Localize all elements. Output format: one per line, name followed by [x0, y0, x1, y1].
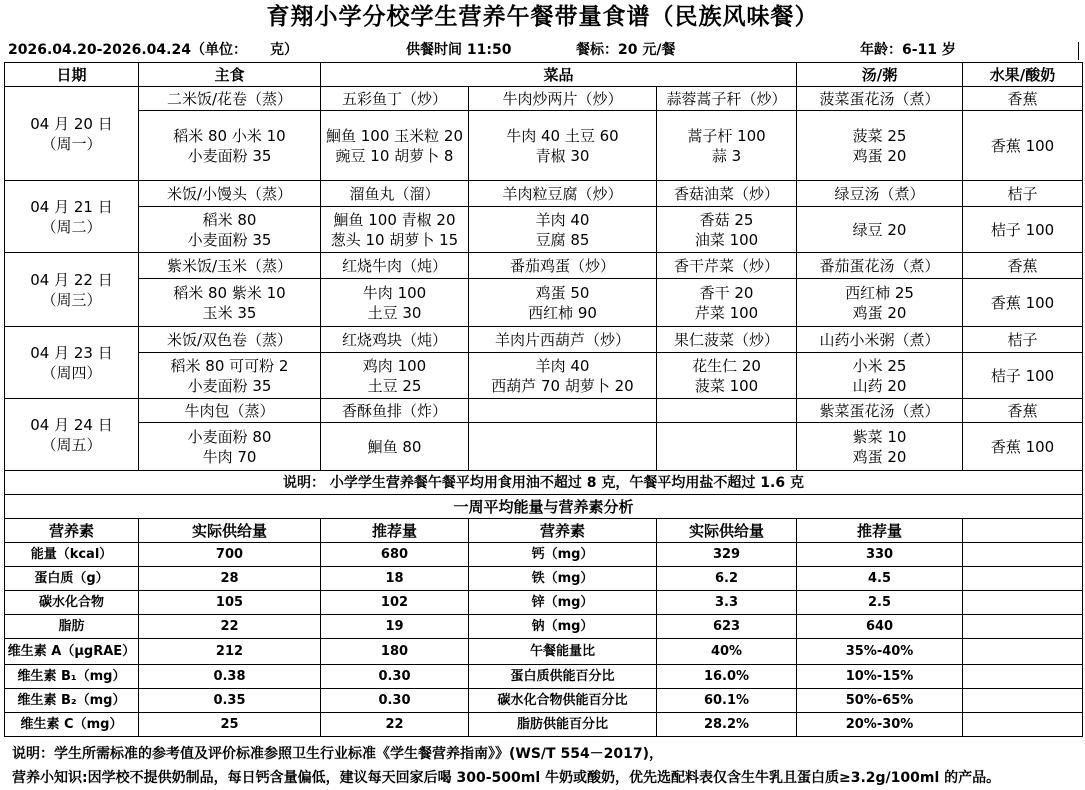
nutrient-cell: 28: [139, 567, 321, 591]
cell-line: 04 月 20 日: [30, 114, 113, 133]
dish-name: 羊肉粒豆腐（炒）: [469, 181, 657, 207]
soup-name: 菠菜蛋花汤（煮）: [797, 87, 963, 111]
nutrient-cell: 16.0%: [657, 665, 797, 689]
cell-line: 玉米 35: [202, 303, 257, 322]
cell-line: 青椒 30: [535, 146, 590, 165]
nutrient-cell: 钠（mg）: [469, 615, 657, 639]
cell-line: 豆腐 85: [535, 230, 590, 249]
nutrient-header: 推荐量: [321, 519, 469, 543]
empty-cell: [963, 591, 1083, 615]
nutrient-cell: 25: [139, 713, 321, 737]
ingredients: [657, 111, 797, 181]
fruit-ingredients: 香蕉 100: [963, 111, 1083, 181]
empty-cell: [963, 519, 1083, 543]
ingredients: [139, 423, 321, 471]
menu-table: [4, 62, 1083, 737]
cell-line: （周五）: [41, 435, 102, 454]
dish-name: 溜鱼丸（溜）: [321, 181, 469, 207]
cell-line: 蒿子杆 100: [687, 126, 766, 145]
nutrient-cell: 329: [657, 543, 797, 567]
ingredients: [321, 111, 469, 181]
nutrient-cell: 102: [321, 591, 469, 615]
cell-line: 稻米 80 小米 10: [173, 126, 286, 145]
ingredients: [469, 207, 657, 253]
nutrient-cell: 18: [321, 567, 469, 591]
cell-line: 葱头 10 胡萝卜 15: [330, 230, 459, 249]
dish-name: 蒜蓉蒿子秆（炒）: [657, 87, 797, 111]
nutrient-cell: 0.30: [321, 665, 469, 689]
nutrient-cell: 碳水化合物供能百分比: [469, 689, 657, 713]
nutrient-cell: 碳水化合物: [5, 591, 139, 615]
nutrient-header: 实际供给量: [657, 519, 797, 543]
ingredients: [797, 423, 963, 471]
ingredients: [469, 353, 657, 399]
cell-line: 油菜 100: [694, 230, 759, 249]
cell-line: 花生仁 20: [692, 356, 761, 375]
dish-name: [657, 399, 797, 423]
cell-line: （周三）: [41, 290, 102, 309]
nutrient-cell: 212: [139, 639, 321, 665]
ingredients: [321, 279, 469, 327]
fruit-name: 香蕉: [963, 399, 1083, 423]
fruit-name: 桔子: [963, 327, 1083, 353]
ingredients: [139, 111, 321, 181]
nutrient-header: 推荐量: [797, 519, 963, 543]
cell-line: 04 月 21 日: [30, 197, 113, 216]
cell-line: 鸡蛋 20: [852, 303, 907, 322]
empty-cell: [963, 615, 1083, 639]
nutrient-header: 实际供给量: [139, 519, 321, 543]
cell-line: 04 月 22 日: [30, 270, 113, 289]
cell-line: （周一）: [41, 134, 102, 153]
ingredients: [657, 423, 797, 471]
cell-line: 蒜 3: [711, 146, 742, 165]
cell-line: （周四）: [41, 363, 102, 382]
cell-line: 鮰鱼 80: [367, 437, 422, 456]
menu-meta: [8, 40, 1078, 60]
nutrient-cell: 钙（mg）: [469, 543, 657, 567]
nutrient-cell: 22: [139, 615, 321, 639]
soup-name: 番茄蛋花汤（煮）: [797, 253, 963, 279]
cell-line: 鸡蛋 20: [852, 146, 907, 165]
soup-name: 紫菜蛋花汤（煮）: [797, 399, 963, 423]
cell-line: 鮰鱼 100 玉米粒 20: [325, 126, 464, 145]
nutrient-cell: 4.5: [797, 567, 963, 591]
cell-line: 牛肉 70: [202, 447, 257, 466]
staple-name: 米饭/小馒头（蒸）: [139, 181, 321, 207]
nutrient-cell: 640: [797, 615, 963, 639]
ingredients: [797, 353, 963, 399]
cell-line: 鮰鱼 100 青椒 20: [333, 210, 456, 229]
day-date: [5, 181, 139, 253]
nutrient-cell: 35%-40%: [797, 639, 963, 665]
cell-line: 小麦面粉 35: [187, 146, 272, 165]
staple-name: 牛肉包（蒸）: [139, 399, 321, 423]
cell-line: 西红柿 25: [845, 283, 914, 302]
nutrient-cell: 0.30: [321, 689, 469, 713]
nutrient-cell: 0.38: [139, 665, 321, 689]
staple-name: 米饭/双色卷（蒸）: [139, 327, 321, 353]
nutrient-header: 营养素: [5, 519, 139, 543]
dish-name: 香菇油菜（炒）: [657, 181, 797, 207]
soup-name: 绿豆汤（煮）: [797, 181, 963, 207]
analysis-title: 一周平均能量与营养素分析: [5, 495, 1083, 519]
header-dishes: 菜品: [321, 63, 797, 87]
divider: [1078, 42, 1079, 60]
nutrient-cell: 蛋白质（g）: [5, 567, 139, 591]
cell-line: 豌豆 10 胡萝卜 8: [335, 146, 454, 165]
fruit-ingredients: 桔子 100: [963, 353, 1083, 399]
cell-line: 羊肉 40: [535, 210, 590, 229]
cell-line: 稻米 80 紫米 10: [173, 283, 286, 302]
ingredients: [321, 353, 469, 399]
cell-line: 小麦面粉 80: [187, 427, 272, 446]
cell-line: 稻米 80 可可粉 2: [170, 356, 289, 375]
cell-line: 芹菜 100: [694, 303, 759, 322]
nutrient-cell: 维生素 B₁（mg）: [5, 665, 139, 689]
soup-name: 山药小米粥（煮）: [797, 327, 963, 353]
empty-cell: [963, 543, 1083, 567]
ingredients: [657, 353, 797, 399]
nutrient-cell: 铁（mg）: [469, 567, 657, 591]
ingredients: [469, 423, 657, 471]
dish-name: 红烧鸡块（炖）: [321, 327, 469, 353]
fruit-ingredients: 桔子 100: [963, 207, 1083, 253]
nutrition-tip: 营养小知识:因学校不提供奶制品，每日钙含量偏低，建议每天回家后喝 300-500ml 牛奶或酸奶，优先选配料表仅含生牛乳且蛋白质≥3.2g/100ml 的产品。: [12, 770, 1001, 786]
serve-time: 供餐时间 11:50: [406, 42, 512, 58]
nutrient-cell: 40%: [657, 639, 797, 665]
staple-name: 二米饭/花卷（蒸）: [139, 87, 321, 111]
nutrient-cell: 脂肪供能百分比: [469, 713, 657, 737]
dish-name: 红烧牛肉（炖）: [321, 253, 469, 279]
nutrient-header: 营养素: [469, 519, 657, 543]
nutrient-cell: 蛋白质供能百分比: [469, 665, 657, 689]
nutrient-cell: 2.5: [797, 591, 963, 615]
nutrient-cell: 330: [797, 543, 963, 567]
cell-line: 鸡蛋 20: [852, 447, 907, 466]
ingredients: [657, 207, 797, 253]
cell-line: 羊肉 40: [535, 356, 590, 375]
empty-cell: [963, 639, 1083, 665]
day-date: [5, 399, 139, 471]
cell-line: 鸡肉 100: [362, 356, 427, 375]
nutrient-cell: 维生素 C（mg）: [5, 713, 139, 737]
empty-cell: [963, 665, 1083, 689]
nutrient-cell: 180: [321, 639, 469, 665]
cell-line: 土豆 30: [367, 303, 422, 322]
ingredients: [321, 423, 469, 471]
nutrient-cell: 22: [321, 713, 469, 737]
day-date: [5, 253, 139, 327]
ingredients: [139, 207, 321, 253]
price-label: 餐标：20 元/餐: [576, 42, 676, 58]
cell-line: 04 月 24 日: [30, 415, 113, 434]
cell-line: 小米 25: [852, 356, 907, 375]
cell-line: 山药 20: [852, 376, 907, 395]
ingredients: [657, 279, 797, 327]
page-title: 育翔小学分校学生营养午餐带量食谱（民族风味餐）: [266, 4, 819, 30]
age-label: 年龄：6-11 岁: [860, 42, 956, 58]
day-date: [5, 327, 139, 399]
header-date: 日期: [5, 63, 139, 87]
fruit-ingredients: 香蕉 100: [963, 279, 1083, 327]
header-soup: 汤/粥: [797, 63, 963, 87]
ingredients: [797, 279, 963, 327]
empty-cell: [963, 689, 1083, 713]
cell-line: 菠菜 100: [694, 376, 759, 395]
cell-line: 小麦面粉 35: [187, 376, 272, 395]
cell-line: 牛肉 100: [362, 283, 427, 302]
nutrient-cell: 维生素 A（μgRAE）: [5, 639, 139, 665]
nutrient-cell: 午餐能量比: [469, 639, 657, 665]
cell-line: 04 月 23 日: [30, 343, 113, 362]
cell-line: 绿豆 20: [852, 220, 907, 239]
fruit-ingredients: 香蕉 100: [963, 423, 1083, 471]
nutrient-cell: 10%-15%: [797, 665, 963, 689]
nutrient-cell: 105: [139, 591, 321, 615]
dish-name: [469, 399, 657, 423]
dish-name: 牛肉炒两片（炒）: [469, 87, 657, 111]
date-range: 2026.04.20-2026.04.24（单位：: [8, 42, 247, 58]
ingredients: [139, 353, 321, 399]
ingredients: [797, 207, 963, 253]
nutrient-cell: 20%-30%: [797, 713, 963, 737]
nutrient-cell: 脂肪: [5, 615, 139, 639]
ingredients: [469, 111, 657, 181]
nutrient-cell: 50%-65%: [797, 689, 963, 713]
empty-cell: [963, 713, 1083, 737]
nutrient-cell: 623: [657, 615, 797, 639]
dish-name: 果仁菠菜（炒）: [657, 327, 797, 353]
ingredients: [469, 279, 657, 327]
cell-line: 菠菜 25: [852, 126, 907, 145]
dish-name: 五彩鱼丁（炒）: [321, 87, 469, 111]
cell-line: 西红柿 90: [528, 303, 597, 322]
empty-cell: [963, 567, 1083, 591]
ingredients: [797, 111, 963, 181]
ingredients: [139, 279, 321, 327]
cell-line: 西葫芦 70 胡萝卜 20: [491, 376, 634, 395]
nutrient-cell: 680: [321, 543, 469, 567]
nutrient-cell: 6.2: [657, 567, 797, 591]
dish-name: 羊肉片西葫芦（炒）: [469, 327, 657, 353]
cell-line: 牛肉 40 土豆 60: [506, 126, 619, 145]
nutrient-cell: 3.3: [657, 591, 797, 615]
oil-salt-note: 说明： 小学学生营养餐午餐平均用食用油不超过 8 克，午餐平均用盐不超过 1.6 克: [5, 471, 1083, 495]
nutrient-cell: 19: [321, 615, 469, 639]
cell-line: 香菇 25: [699, 210, 754, 229]
cell-line: 香干 20: [699, 283, 754, 302]
fruit-name: 香蕉: [963, 87, 1083, 111]
cell-line: 小麦面粉 35: [187, 230, 272, 249]
fruit-name: 桔子: [963, 181, 1083, 207]
unit-label: 克）: [270, 42, 298, 58]
day-date: [5, 87, 139, 181]
nutrient-cell: 维生素 B₂（mg）: [5, 689, 139, 713]
nutrient-cell: 锌（mg）: [469, 591, 657, 615]
dish-name: 香酥鱼排（炸）: [321, 399, 469, 423]
nutrient-cell: 0.35: [139, 689, 321, 713]
header-staple: 主食: [139, 63, 321, 87]
dish-name: 番茄鸡蛋（炒）: [469, 253, 657, 279]
standard-note: 说明：学生所需标准的参考值及评价标准参照卫生行业标准《学生餐营养指南》》(WS/T 554－2017)，: [12, 746, 664, 762]
nutrient-cell: 能量（kcal）: [5, 543, 139, 567]
nutrient-cell: 28.2%: [657, 713, 797, 737]
nutrient-cell: 700: [139, 543, 321, 567]
cell-line: 鸡蛋 50: [535, 283, 590, 302]
cell-line: 紫菜 10: [852, 427, 907, 446]
cell-line: 土豆 25: [367, 376, 422, 395]
cell-line: （周二）: [41, 217, 102, 236]
nutrient-cell: 60.1%: [657, 689, 797, 713]
header-fruit: 水果/酸奶: [963, 63, 1083, 87]
cell-line: 稻米 80: [202, 210, 257, 229]
staple-name: 紫米饭/玉米（蒸）: [139, 253, 321, 279]
dish-name: 香干芹菜（炒）: [657, 253, 797, 279]
ingredients: [321, 207, 469, 253]
fruit-name: 香蕉: [963, 253, 1083, 279]
